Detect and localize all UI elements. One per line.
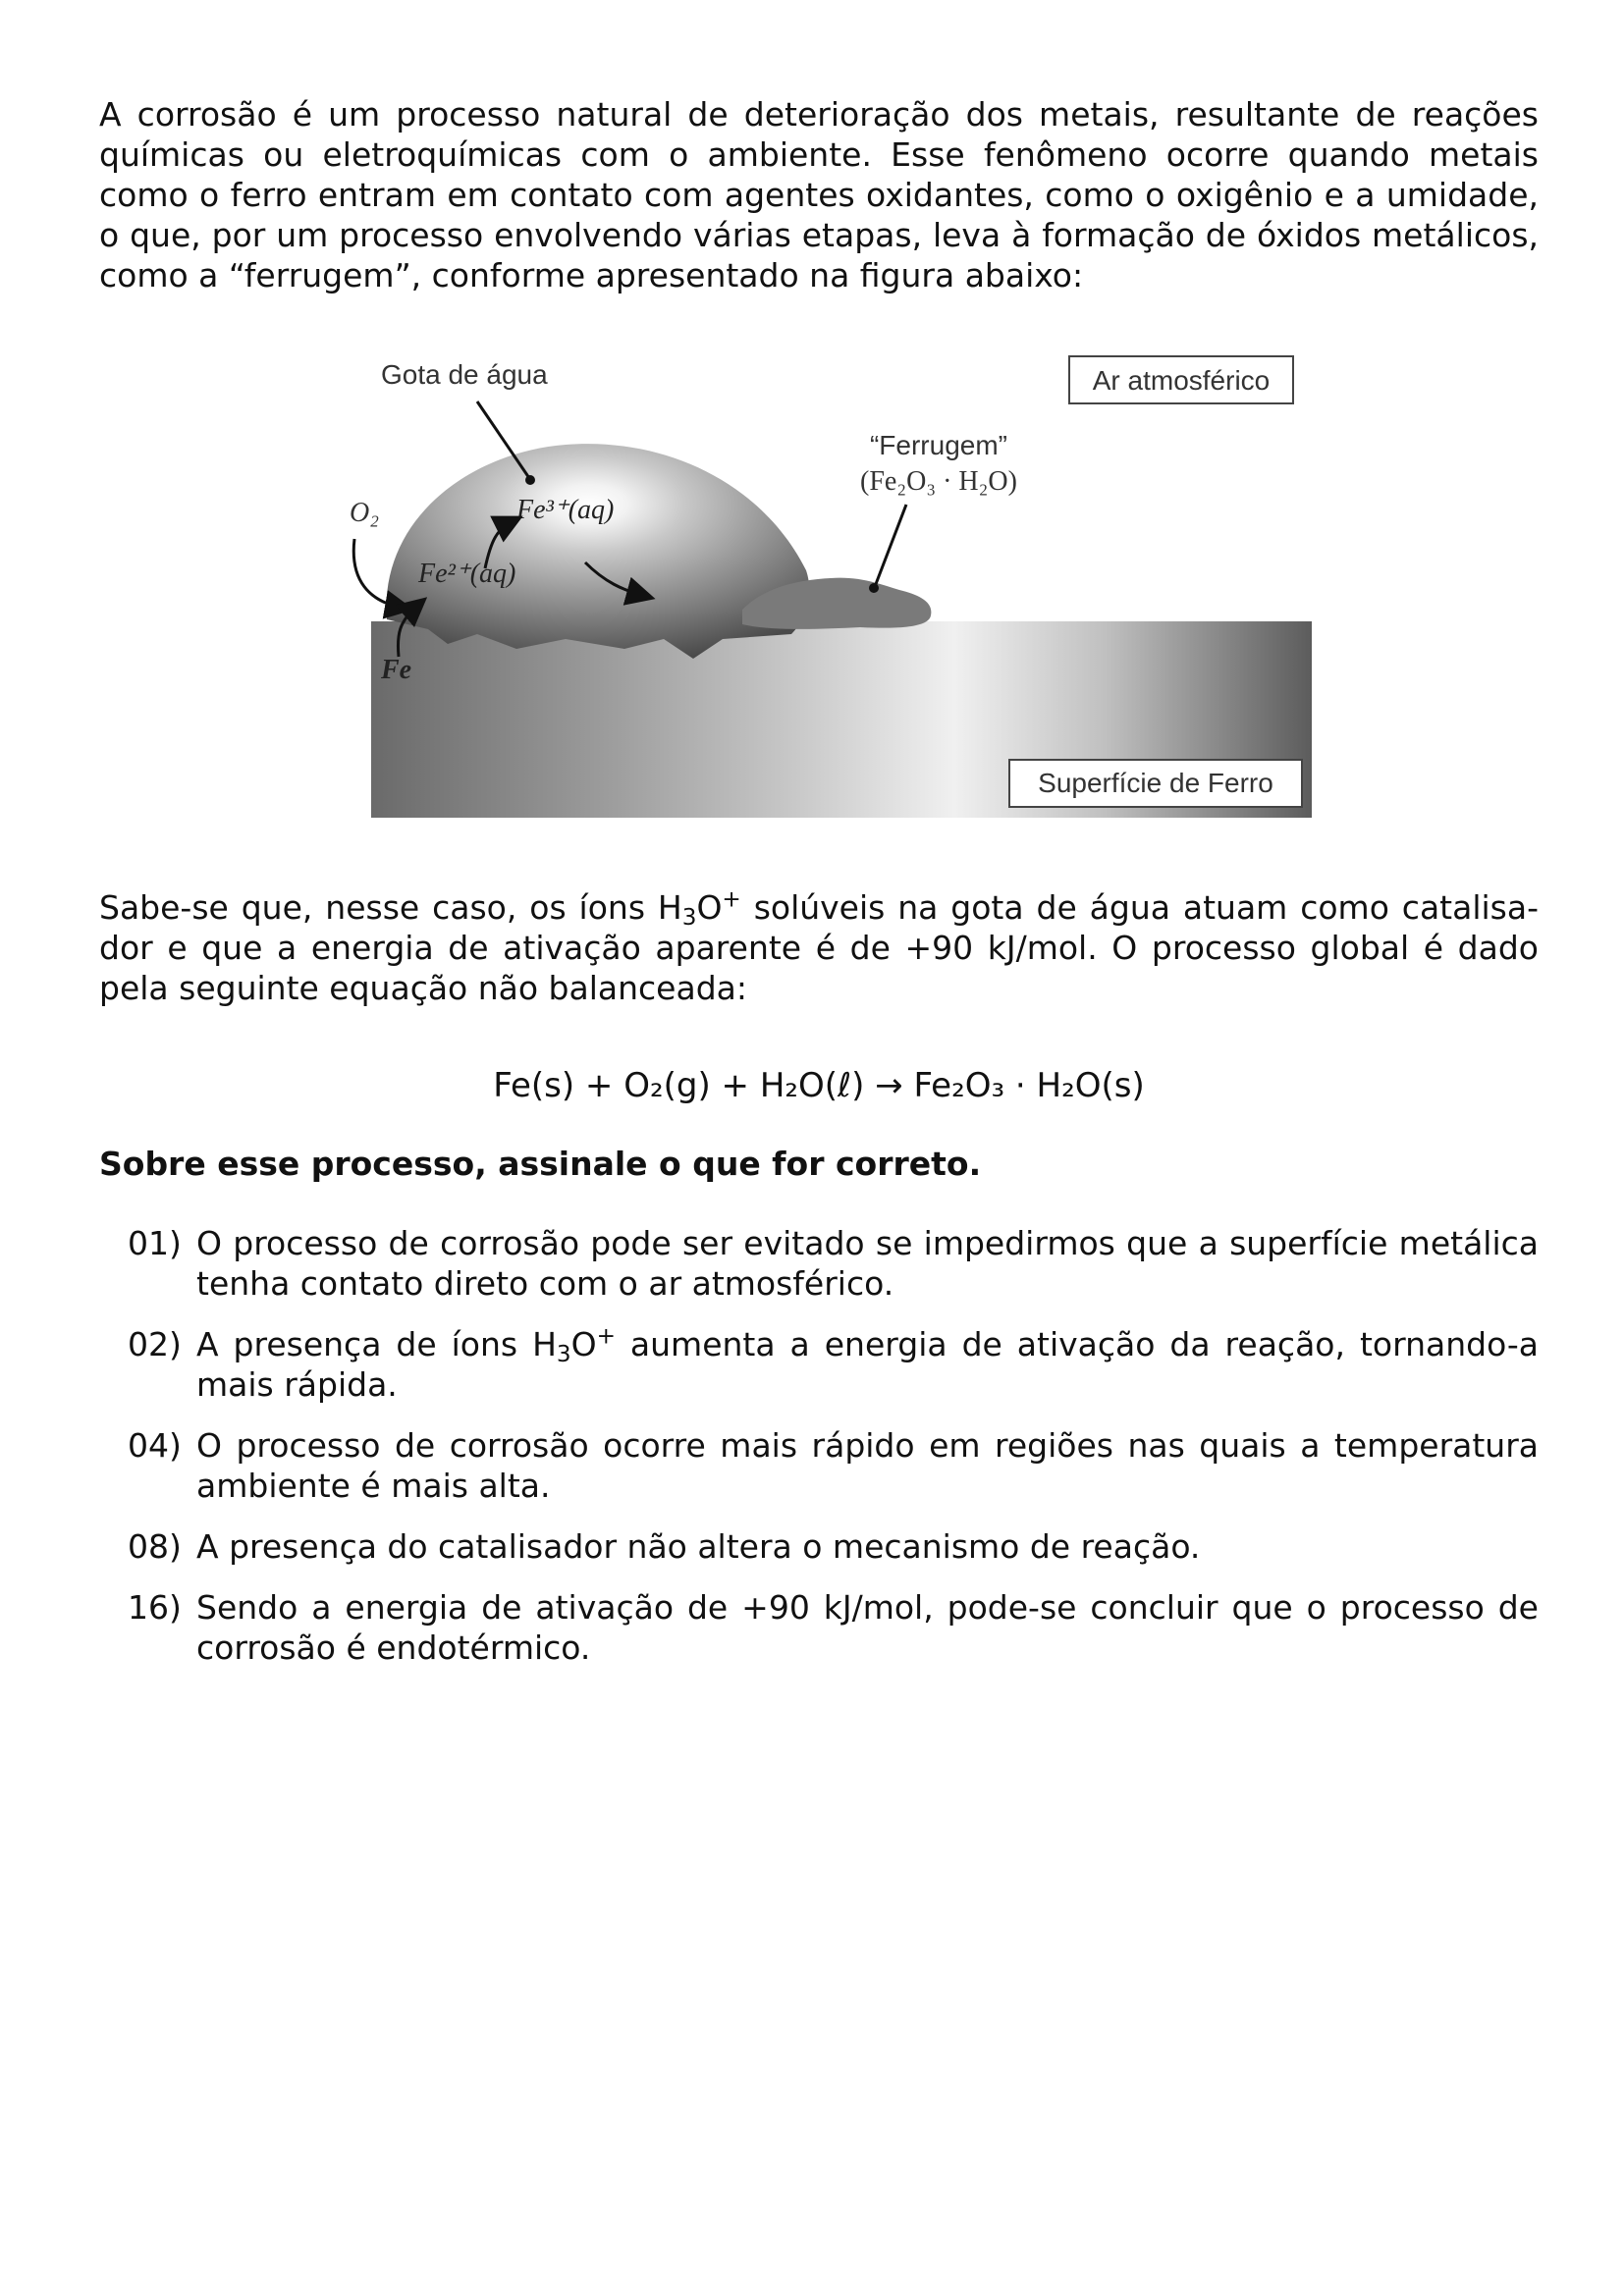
context-paragraph: Sabe-se que, nesse caso, os íons $H_3O^+$ solúveis na gota de água atuam como catalisa-dor e que a energia de ativação aparente é de +90 kJ/mol. O processo global é dado pela seguinte equação não balanceada:: [99, 886, 1539, 1007]
label-superficie-ferro: Superfície de Ferro: [1038, 768, 1273, 798]
intro-paragraph: A corrosão é um processo natural de deterioração dos metais, resultante de reações químicas ou eletroquímicas com o ambiente. Esse fenômeno ocorre quando metais como o ferro entram em contato com agentes oxidantes, como o oxigênio e a umidade, o que, por um processo envolvendo várias etapas, leva à formação de óxidos metálicos, como a “ferrugem”, conforme apresentado na figura abaixo:: [99, 95, 1539, 294]
label-fe2: Fe²⁺(aq): [418, 559, 516, 589]
corrosion-figure: [99, 345, 1539, 845]
options-list: [99, 1223, 1539, 1668]
balanced-equation: Fe(s) + O₂(g) + H₂O(ℓ) → Fe₂O₃ · H₂O(s): [493, 1066, 1145, 1105]
label-ferrugem: “Ferrugem”: [869, 430, 1008, 460]
label-fe: Fe: [381, 655, 412, 685]
option-08: 08) A presença do catalisador não altera o mecanismo de reação.: [128, 1527, 1201, 1566]
label-ar-atmosferico: Ar atmosférico: [1092, 365, 1271, 396]
label-ferrugem-formula: (Fe₂O₃ · H₂O): [860, 466, 1017, 497]
label-o2: O₂: [350, 498, 379, 528]
water-drop: [387, 444, 810, 659]
label-fe3: Fe³⁺(aq): [516, 495, 615, 525]
document-page: [99, 94, 1539, 1688]
option-16: 16) Sendo a energia de ativação de +90 kJ/mol, pode-se concluir que o processo de corrosão é endotérmico.: [128, 1588, 1539, 1667]
label-gota-agua: Gota de água: [381, 359, 548, 390]
option-04: 04) O processo de corrosão ocorre mais rápido em regiões nas quais a temperatura ambiente é mais alta.: [128, 1426, 1539, 1505]
question-prompt: Sobre esse processo, assinale o que for correto.: [99, 1145, 982, 1183]
option-01: 01) O processo de corrosão pode ser evitado se impedirmos que a superfície metálica tenha contato direto com o ar atmosférico.: [128, 1224, 1539, 1303]
corrosion-diagram: [350, 345, 1312, 845]
option-02: 02) A presença de íons $H_3O^+$ aumenta a energia de ativação da reação, tornando-a mais rápida.: [128, 1323, 1539, 1404]
